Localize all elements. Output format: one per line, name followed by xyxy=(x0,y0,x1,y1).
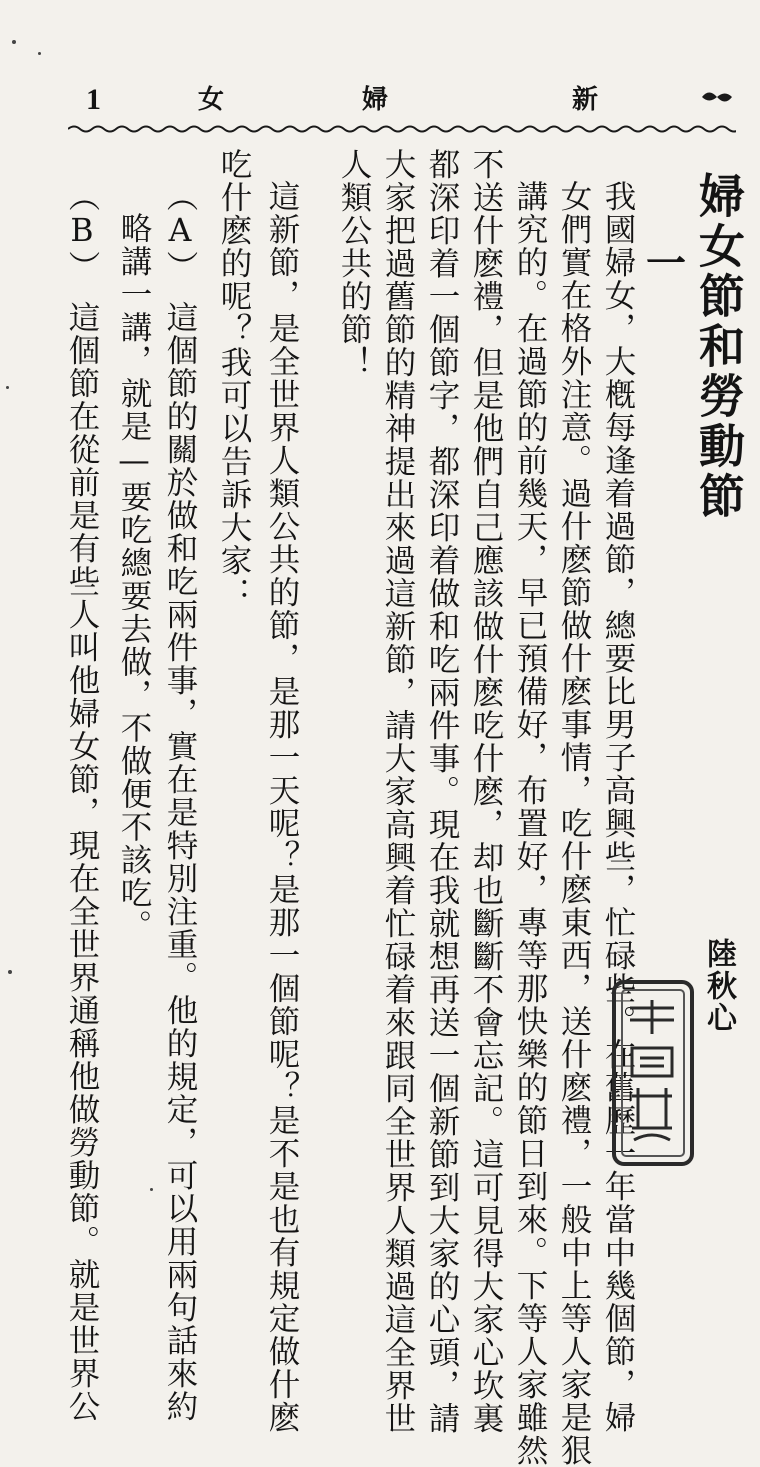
body-column-8: 這新節，是全世界人類公共的節，是那一天呢？是那一個節呢？是不是也有規定做什麽 xyxy=(264,180,300,1434)
header-ornament-icon xyxy=(700,88,734,106)
header-wavy-rule xyxy=(68,124,736,134)
body-column-6: 大家把過舊節的精神提出來過這新節，請大家高興着忙碌着來跟同全世界人類過這全界世 xyxy=(380,148,416,1435)
speck xyxy=(12,40,16,44)
body-column-12: （B） 這個節在從前是有些人叫他婦女節，現在全世界通稱他做勞動節。就是世界公 xyxy=(64,180,100,1423)
body-column-9: 吃什麽的呢？我可以告訴大家： xyxy=(216,148,252,610)
body-column-5: 都深印着一個節字，都深印着做和吃兩件事。現在我就想再送一個新節到大家的心頭，請 xyxy=(424,148,460,1435)
speck xyxy=(38,52,41,55)
section-number: 一 xyxy=(646,240,686,287)
article-title: 婦女節和勞動節 xyxy=(692,172,746,522)
body-column-4: 不送什麽禮，但是他們自己應該做什麽吃什麽，却也斷斷不會忘記。這可見得大家心坎裏 xyxy=(468,148,504,1435)
body-column-11: 略講一講，就是—要吃總要去做，不做便不該吃。 xyxy=(116,212,152,943)
seal-stamp-icon xyxy=(610,978,696,1168)
speck xyxy=(8,970,12,974)
body-column-2: 女們實在格外注意。過什麽節做什麽事情，吃什麽東西，送什麽禮，一般中上等人家是狠 xyxy=(556,180,592,1467)
running-title-char-1: 女 xyxy=(198,85,225,115)
body-column-3: 講究的。在過節的前幾天，早已預備好，布置好，專等那快樂的節日到來。下等人家雖然 xyxy=(512,180,548,1467)
running-title-char-2: 婦 xyxy=(362,85,389,115)
speck xyxy=(150,1188,153,1191)
body-column-7: 人類公共的節！ xyxy=(336,148,372,379)
author-name: 陸秋心 xyxy=(701,938,736,1034)
running-title-char-3: 新 xyxy=(572,85,599,115)
speck xyxy=(6,386,9,389)
body-column-1: 我國婦女，大槪每逢着過節，總要比男子高興些，忙碌些。在舊歷一年當中幾個節，婦 xyxy=(600,180,636,1434)
page-number: 1 xyxy=(86,83,101,116)
body-column-10: （A） 這個節的關於做和吃兩件事，實在是特別注重。他的規定，可以用兩句話來約 xyxy=(162,180,198,1423)
